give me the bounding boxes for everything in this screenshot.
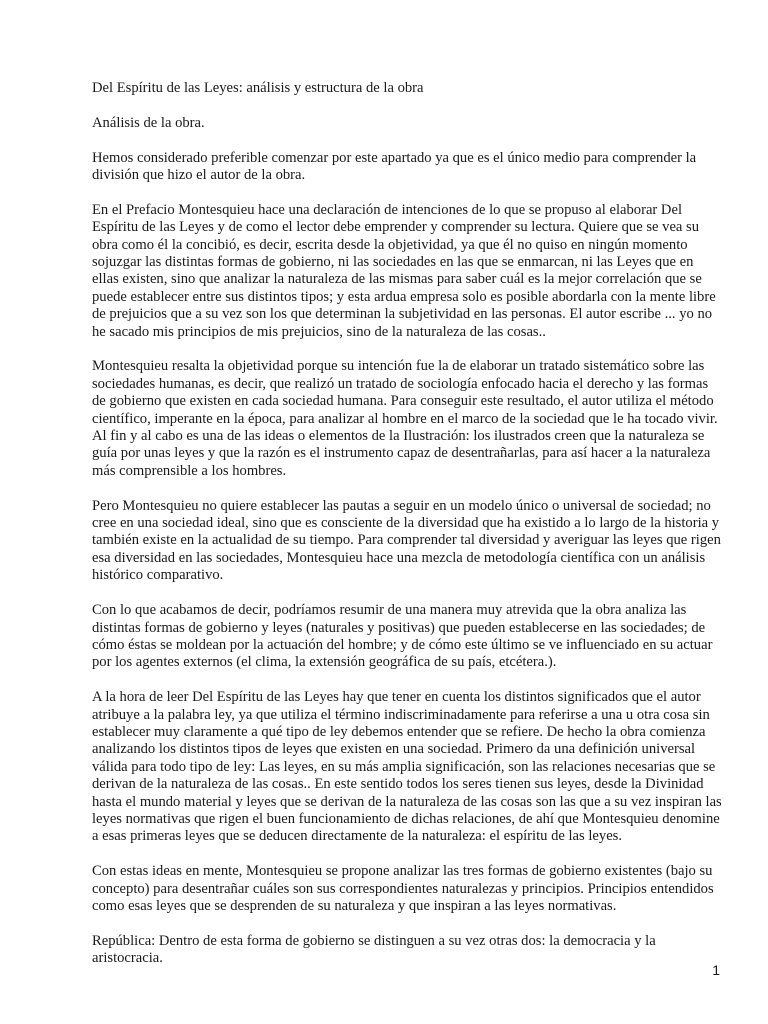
page-number: 1	[712, 962, 720, 978]
paragraph: República: Dentro de esta forma de gobierno se distinguen a su vez otras dos: la democracia y la aristocracia.	[92, 932, 656, 967]
section-heading: Análisis de la obra.	[92, 114, 205, 131]
paragraph: En el Prefacio Montesquieu hace una declaración de intenciones de lo que se propuso al elaborar Del Espíritu de las Leyes y de como el lector debe emprender y comprender su lectura. Quiere que se vea su obra como él la concibió, es decir, escrita desde la objetividad, ya que él no quiso en ningún momento sojuzgar las distintas formas de gobierno, ni las sociedades en las que se enmarcan, ni las Leyes que en ellas existen, sino que analizar la naturaleza de las mismas para saber cuál es la mejor correlación que se puede establecer entre sus distintos tipos; y esta ardua empresa solo es posible abordarla con la mente libre de prejuicios que a su vez son los que determinan la subjetividad en las personas. El autor escribe ... yo no he sacado mis principios de mis prejuicios, sino de la naturaleza de las cosas..	[92, 201, 716, 340]
paragraph: Con lo que acabamos de decir, podríamos resumir de una manera muy atrevida que la obra analiza las distintas formas de gobierno y leyes (naturales y positivas) que pueden establecerse en las sociedades; de cómo éstas se moldean por la actuación del hombre; y de cómo este último se ve influenciado en su actuar por los agentes externos (el clima, la extensión geográfica de su país, etcétera.).	[92, 602, 713, 671]
paragraph: Montesquieu resalta la objetividad porque su intención fue la de elaborar un tratado sistemático sobre las sociedades humanas, es decir, que realizó un tratado de sociología enfocado hacia el derecho y las formas de gobierno que existen en cada sociedad humana. Para conseguir este resultado, el autor utiliza el método científico, imperante en la época, para analizar al hombre en el marco de la sociedad que le ha tocado vivir. Al fin y al cabo es una de las ideas o elementos de la Ilustración: los ilustrados creen que la naturaleza se guía por unas leyes y que la razón es el instrumento capaz de desentrañarlas, para así hacer a la naturaleza más comprensible a los hombres.	[92, 358, 718, 479]
paragraph: Hemos considerado preferible comenzar por este apartado ya que es el único medio para comprender la división que hizo el autor de la obra.	[92, 149, 697, 183]
paragraph: Con estas ideas en mente, Montesquieu se propone analizar las tres formas de gobierno existentes (bajo su concepto) para desentrañar cuáles son sus correspondientes naturalezas y principios. Principios entendidos como esas leyes que se desprenden de su naturaleza y que inspiran a las leyes normativas.	[92, 863, 714, 914]
paragraph: Pero Montesquieu no quiere establecer las pautas a seguir en un modelo único o universal de sociedad; no cree en una sociedad ideal, sino que es consciente de la diversidad que ha existido a lo largo de la historia y también existe en la actualidad de su tiempo. Para comprender tal diversidad y averiguar las leyes que rigen esa diversidad en las sociedades, Montesquieu hace una mezcla de metodología científica con un análisis histórico comparativo.	[92, 497, 721, 584]
document-page	[92, 80, 722, 985]
paragraph: A la hora de leer Del Espíritu de las Leyes hay que tener en cuenta los distintos significados que el autor atribuye a la palabra ley, ya que utiliza el término indiscriminadamente para referirse a una u otra cosa sin establecer muy claramente a qué tipo de ley debemos entender que se refiere. De hecho la obra comienza analizando los distintos tipos de leyes que existen en una sociedad. Primero da una definición universal válida para todo tipo de ley: Las leyes, en su más amplia significación, son las relaciones necesarias que se derivan de la naturaleza de las cosas.. En este sentido todos los seres tienen sus leyes, desde la Divinidad hasta el mundo material y leyes que se derivan de la naturaleza de las cosas son las que a su vez inspiran las leyes normativas que rigen el buen funcionamiento de dichas relaciones, de ahí que Montesquieu denomine a esas primeras leyes que se deducen directamente de la naturaleza: el espíritu de las leyes.	[92, 689, 722, 845]
document-title: Del Espíritu de las Leyes: análisis y estructura de la obra	[92, 80, 424, 96]
